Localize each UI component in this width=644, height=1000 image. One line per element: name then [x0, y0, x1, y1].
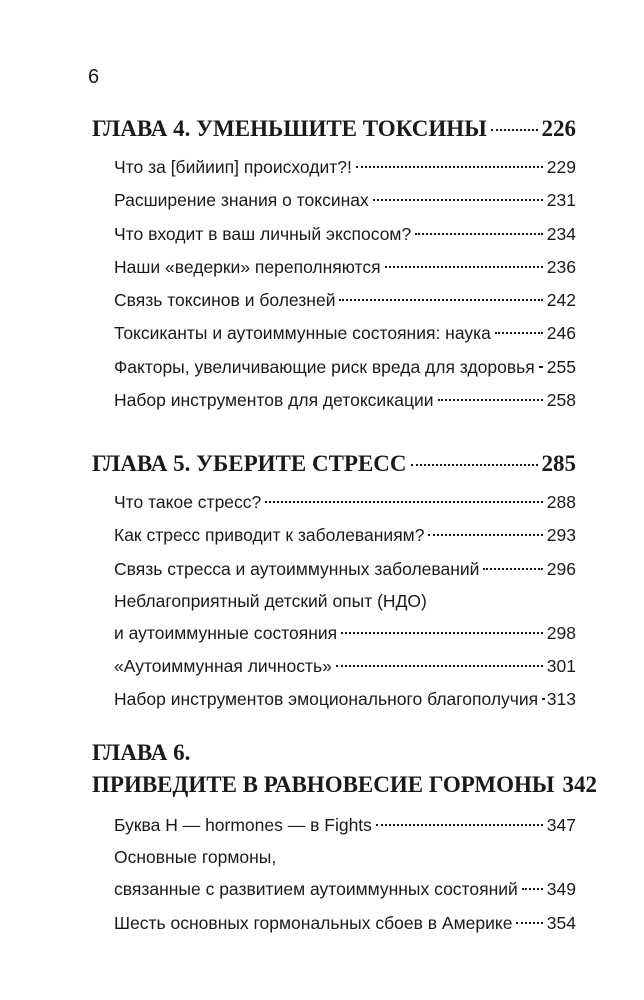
chapter-title: ГЛАВА 5. УБЕРИТЕ СТРЕСС: [92, 451, 407, 476]
toc-entry[interactable]: [114, 486, 576, 519]
entry-page: 296: [546, 558, 576, 579]
toc-entry[interactable]: [114, 218, 576, 251]
chapter-page: 226: [541, 116, 576, 141]
entry-page: 258: [546, 390, 576, 411]
chapter-title: ПРИВЕДИТЕ В РАВНОВЕСИЕ ГОРМОНЫ: [92, 772, 555, 797]
entry-page: 349: [546, 879, 576, 900]
dot-leader: [522, 888, 543, 890]
dot-leader: [495, 332, 543, 334]
entry-page: 298: [546, 622, 576, 643]
toc-entry[interactable]: [114, 617, 576, 650]
dot-leader: [385, 266, 543, 268]
chapter-heading[interactable]: [92, 448, 576, 480]
entry-title-line1: Неблагоприятный детский опыт (НДО): [114, 590, 427, 611]
chapter-number: ГЛАВА 6.: [92, 740, 191, 765]
toc-entry[interactable]: [114, 809, 576, 842]
entry-page: 301: [546, 656, 576, 677]
toc-entry[interactable]: [114, 151, 576, 184]
dot-leader: [339, 299, 542, 301]
toc-entry[interactable]: [114, 553, 576, 586]
chapter-page: 285: [541, 451, 576, 476]
dot-leader: [542, 698, 543, 700]
toc-entry[interactable]: [114, 683, 576, 716]
chapter-4: [0, 113, 644, 417]
dot-leader: [438, 399, 543, 401]
entry-title: Набор инструментов эмоционального благополучия: [114, 689, 539, 710]
dot-leader: [516, 922, 542, 924]
toc-entry[interactable]: [114, 873, 576, 906]
entry-page: 246: [546, 323, 576, 344]
entry-title: Набор инструментов для детоксикации: [114, 390, 434, 411]
toc-entry[interactable]: [114, 317, 576, 350]
dot-leader: [411, 464, 538, 466]
chapter-heading[interactable]: [92, 113, 576, 145]
dot-leader: [491, 129, 538, 131]
chapter-page: 342: [562, 772, 597, 797]
entry-title: Расширение знания о токсинах: [114, 190, 369, 211]
entry-title: Буква H — hormones — в Fights: [114, 815, 372, 835]
entry-title: Факторы, увеличивающие риск вреда для здоровья: [114, 356, 535, 377]
entry-page: 234: [546, 223, 576, 244]
entry-title: Что за [бийиип] происходит?!: [114, 157, 352, 177]
chapter-heading[interactable]: [92, 769, 597, 801]
dot-leader: [341, 632, 543, 634]
entry-title: Шесть основных гормональных сбоев в Америке: [114, 912, 513, 933]
dot-leader: [428, 534, 542, 536]
dot-leader: [539, 366, 543, 368]
entry-title: Наши «ведерки» переполняются: [114, 256, 381, 277]
entry-title: Как стресс приводит к заболеваниям?: [114, 525, 425, 546]
entry-title-line1: Основные гормоны,: [114, 847, 277, 868]
entry-title: Что входит в ваш личный экспосом?: [114, 223, 412, 244]
entry-title: связанные с развитием аутоиммунных состояний: [114, 879, 518, 900]
chapter-6: [0, 737, 644, 940]
entry-page: 288: [546, 492, 576, 512]
entry-page: 231: [546, 190, 576, 211]
page-number: 6: [88, 66, 100, 88]
dot-leader: [356, 166, 543, 168]
entry-title: и аутоиммунные состояния: [114, 622, 338, 643]
dot-leader: [483, 568, 542, 570]
toc-entry[interactable]: [114, 251, 576, 284]
entry-page: 236: [546, 256, 576, 277]
dot-leader: [415, 233, 543, 235]
chapter-5: [0, 448, 644, 717]
entry-page: 255: [546, 356, 576, 377]
toc-entry[interactable]: [114, 184, 576, 217]
toc-entry[interactable]: [114, 284, 576, 317]
entry-title: «Аутоиммунная личность»: [114, 656, 332, 677]
entry-title: Что такое стресс?: [114, 492, 262, 512]
entry-title: Связь стресса и аутоиммунных заболеваний: [114, 558, 480, 579]
dot-leader: [373, 199, 543, 201]
chapter-title: ГЛАВА 4. УМЕНЬШИТЕ ТОКСИНЫ: [92, 116, 487, 141]
entry-page: 229: [546, 157, 576, 177]
entry-page: 293: [546, 525, 576, 546]
entry-page: 242: [546, 290, 576, 311]
dot-leader: [376, 824, 543, 826]
toc-entry[interactable]: [114, 650, 576, 683]
entry-title: Токсиканты и аутоиммунные состояния: наука: [114, 323, 491, 344]
toc-entry[interactable]: [114, 384, 576, 417]
entry-page: 354: [546, 912, 576, 933]
dot-leader: [265, 501, 543, 503]
entry-title: Связь токсинов и болезней: [114, 290, 336, 311]
toc-entry[interactable]: [114, 907, 576, 940]
entry-page: 313: [546, 689, 576, 710]
dot-leader: [336, 665, 543, 667]
toc-entry[interactable]: [114, 519, 576, 552]
toc-entry[interactable]: [114, 351, 576, 384]
entry-page: 347: [546, 815, 576, 835]
